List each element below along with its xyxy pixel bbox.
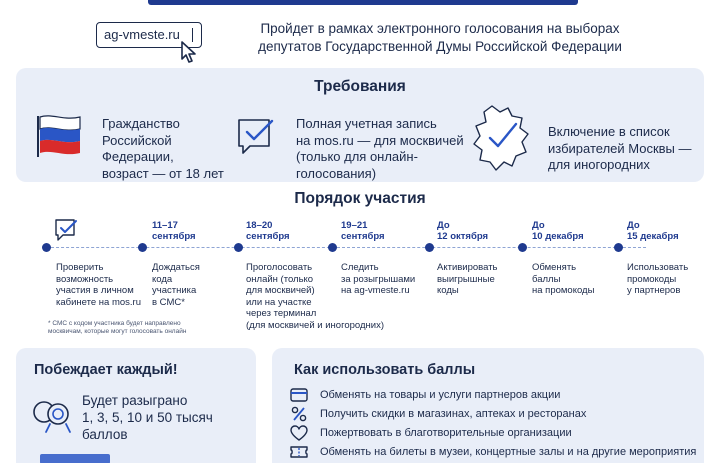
cutoff-highlight [40,454,110,463]
step-activate-codes: Активировать выигрышные коды [437,262,498,296]
usage-title: Как использовать баллы [294,362,476,378]
step-follow-draws: Следить за розыгрышами на ag-vmeste.ru [341,262,416,296]
steps-timeline [46,247,646,248]
mouse-cursor-icon [180,40,198,64]
step-vote: Проголосовать онлайн (только для москвичей) или на участке через терминал (для москвичей и иногородних) [246,262,384,331]
coins-icon [30,398,74,434]
requirements-title: Требования [314,78,406,95]
step-date: До 12 октября [437,220,489,242]
sms-footnote: * СМС с кодом участника будет направлено москвичам, которые могут голосовать онлайн [48,320,187,335]
timeline-dot [138,243,147,252]
top-rule [148,0,578,5]
step-date: До 15 декабря [627,220,679,242]
ticket-icon [290,444,308,460]
step-exchange-points: Обменять баллы на промокоды [532,262,595,296]
russian-flag-icon [34,112,94,158]
checklist-icon [54,218,80,242]
step-check-eligibility: Проверить возможность участия в личном кабинете на mos.ru [56,262,141,308]
steps-title: Порядок участия [294,190,426,207]
url-text: ag-vmeste.ru [104,27,180,42]
percent-icon [290,406,308,422]
header-text [230,20,650,56]
step-use-promocodes: Использовать промокоды у партнеров [627,262,689,296]
requirement-mos-account: Полная учетная запись на mos.ru — для москвичей (только для онлайн- голосования) [296,116,464,181]
requirement-citizenship: Гражданство Российской Федерации, возраст — от 18 лет [102,116,224,181]
header-line-1: Пройдет в рамках электронного голосования на выборах [260,21,620,36]
header-line-2: депутатов Государственной Думы Российской Федерации [258,39,622,54]
usage-panel [272,348,704,463]
document-check-icon [236,116,276,156]
usage-item: Получить скидки в магазинах, аптеках и ресторанах [290,405,586,423]
usage-item: Обменять на билеты в музеи, концертные залы и на другие мероприятия [290,443,696,461]
timeline-dot [328,243,337,252]
usage-item: Пожертвовать в благотворительные организации [290,424,572,442]
step-date: 11–17 сентября [152,220,196,242]
timeline-dot [425,243,434,252]
step-wait-code: Дождаться кода участника в СМС* [152,262,200,308]
usage-item: Обменять на товары и услуги партнеров акции [290,386,560,404]
prize-text: Будет разыграно 1, 3, 5, 10 и 50 тысяч баллов [82,393,213,442]
heart-icon [290,425,308,441]
prize-panel [16,348,256,463]
timeline-dot [234,243,243,252]
timeline-dot [42,243,51,252]
requirement-moscow-voters: Включение в список избирателей Москвы — для иногородних [548,124,692,172]
requirements-panel [16,68,704,182]
step-date: 18–20 сентября [246,220,290,242]
card-icon [290,387,308,403]
moscow-map-icon [470,102,536,176]
timeline-dot [614,243,623,252]
prize-title: Побеждает каждый! [34,362,178,378]
timeline-dot [518,243,527,252]
step-date: До 10 декабря [532,220,584,242]
step-date: 19–21 сентября [341,220,385,242]
